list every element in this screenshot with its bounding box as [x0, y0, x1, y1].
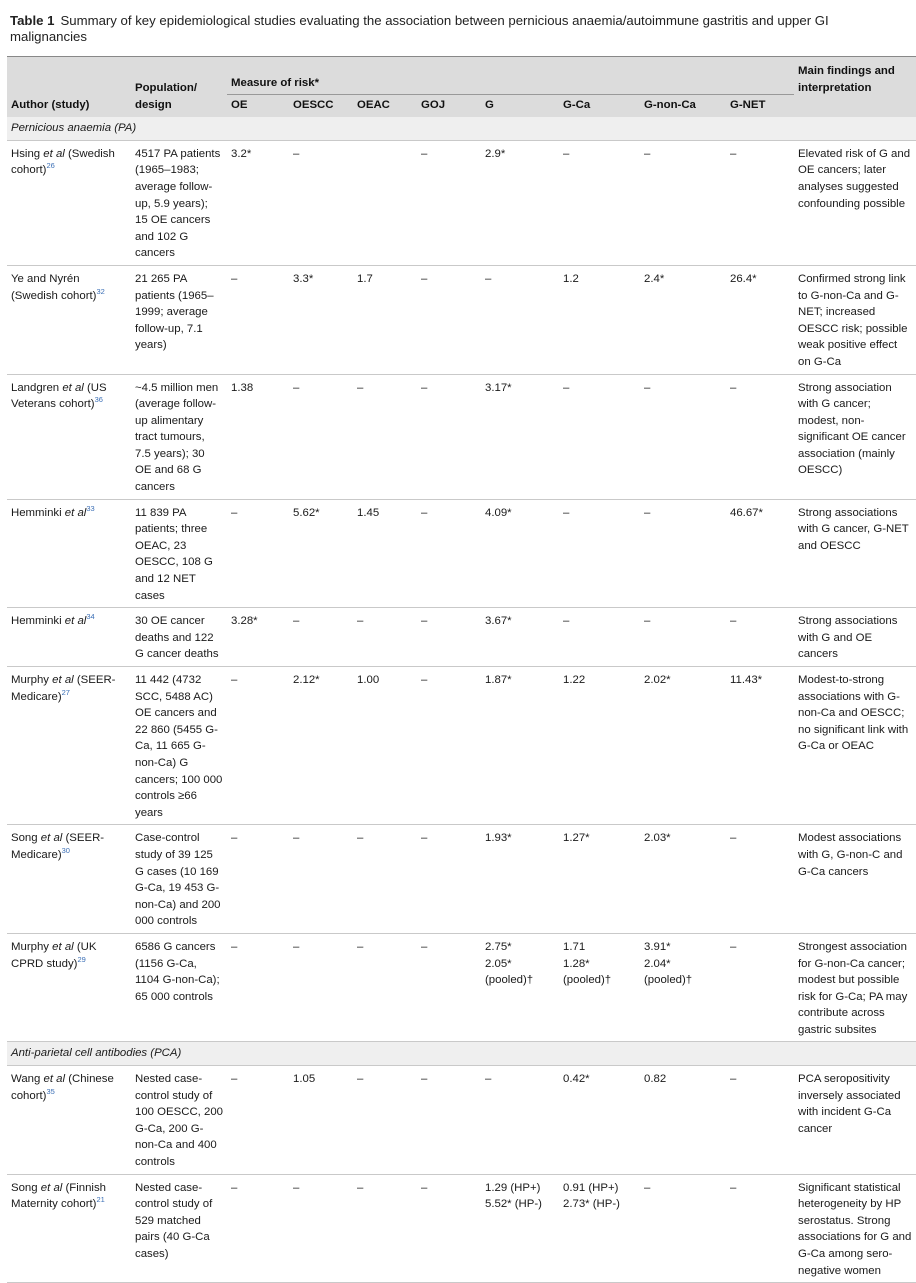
cell-g: 2.9* — [481, 140, 559, 265]
author-study: (Chinese cohort) — [11, 1073, 114, 1102]
author-et-al: et al — [40, 1181, 63, 1194]
author-et-al: et al — [43, 147, 65, 160]
cell-g-net: 26.4* — [726, 265, 794, 374]
header-author: Author (study) — [7, 57, 131, 118]
author-et-al: et al — [62, 381, 84, 394]
cell-oe: 1.38 — [227, 374, 289, 499]
reference-link[interactable]: 26 — [46, 161, 55, 171]
cell-oe: – — [227, 825, 289, 934]
studies-table — [7, 56, 916, 1283]
author-et-al: et al — [52, 674, 74, 686]
cell-main-findings: Strongest association for G-non-Ca cancer; modest but possible risk for G-Ca; PA may contribute across gastric subsites — [794, 933, 916, 1042]
cell-oeac: – — [353, 825, 417, 934]
cell-g-non-ca: – — [640, 499, 726, 608]
author-name: Hemminki — [11, 506, 65, 519]
reference-link[interactable]: 33 — [86, 503, 95, 513]
cell-goj: – — [417, 499, 481, 608]
author-name: Landgren — [11, 381, 63, 394]
cell-g-ca: 1.2 — [559, 265, 640, 374]
cell-g: – — [481, 265, 559, 374]
cell-oe: – — [227, 265, 289, 374]
table-row — [7, 825, 916, 934]
reference-link[interactable]: 36 — [94, 395, 103, 405]
cell-oescc: – — [289, 1174, 353, 1283]
author-study: (UK CPRD study) — [11, 940, 97, 970]
author-name: Song — [11, 1181, 41, 1194]
cell-author — [7, 608, 131, 667]
author-name: Ye and Nyrén (Swedish cohort) — [11, 272, 97, 302]
section-title: Anti-parietal cell antibodies (PCA) — [7, 1042, 916, 1066]
cell-population: 21 265 PA patients (1965–1999; average follow-up, 7.1 years) — [131, 265, 227, 374]
cell-author — [7, 933, 131, 1042]
header-main-findings: Main findings and interpretation — [794, 57, 916, 118]
header-col-g-net: G-NET — [726, 94, 794, 117]
header-col-goj: GOJ — [417, 94, 481, 117]
cell-population: 11 442 (4732 SCC, 5488 AC) OE cancers and 22 860 (5455 G-Ca, 11 665 G-non-Ca) G cancers; 100 000 controls ≥66 years — [131, 667, 227, 825]
cell-goj: – — [417, 1066, 481, 1175]
cell-main-findings: Significant statistical heterogeneity by HP serostatus. Strong associations for G and G-Ca among sero-negative women — [794, 1174, 916, 1283]
table-row — [7, 608, 916, 667]
cell-goj: – — [417, 140, 481, 265]
author-et-al: et al — [43, 1073, 66, 1086]
cell-oeac: – — [353, 1174, 417, 1283]
cell-goj: – — [417, 667, 481, 825]
cell-oescc: – — [289, 374, 353, 499]
cell-main-findings: Modest-to-strong associations with G-non-Ca and OESCC; no significant link with G-Ca or OEAC — [794, 667, 916, 825]
cell-population: Nested case-control study of 100 OESCC, 200 G-Ca, 200 G-non-Ca and 400 controls — [131, 1066, 227, 1175]
cell-author — [7, 825, 131, 934]
cell-g-net: – — [726, 374, 794, 499]
cell-g: 1.29 (HP+) 5.52* (HP-) — [481, 1174, 559, 1283]
table-header — [7, 57, 916, 118]
table-row — [7, 499, 916, 608]
cell-g-ca: – — [559, 608, 640, 667]
cell-goj: – — [417, 265, 481, 374]
cell-g: – — [481, 1066, 559, 1175]
cell-population: 11 839 PA patients; three OEAC, 23 OESCC, 108 G and 12 NET cases — [131, 499, 227, 608]
author-et-al: et al — [64, 615, 87, 628]
table-row — [7, 1066, 916, 1175]
author-name: Murphy — [11, 940, 53, 953]
cell-g-ca: 0.91 (HP+) 2.73* (HP-) — [559, 1174, 640, 1283]
cell-author — [7, 140, 131, 265]
table-row — [7, 933, 916, 1042]
cell-oeac: – — [353, 374, 417, 499]
header-col-oeac: OEAC — [353, 94, 417, 117]
cell-oescc: 1.05 — [289, 1066, 353, 1175]
reference-link[interactable]: 34 — [86, 612, 95, 622]
cell-goj: – — [417, 1174, 481, 1283]
header-col-g-non-ca: G-non-Ca — [640, 94, 726, 117]
cell-main-findings: Strong associations with G and OE cancers — [794, 608, 916, 667]
cell-oeac — [353, 140, 417, 265]
author-et-al: et al — [52, 940, 74, 953]
cell-g-non-ca: – — [640, 140, 726, 265]
cell-oeac: 1.45 — [353, 499, 417, 608]
cell-g-ca: 1.71 1.28* (pooled)† — [559, 933, 640, 1042]
table-caption — [0, 0, 916, 49]
cell-g-non-ca: 0.82 — [640, 1066, 726, 1175]
reference-link[interactable]: 32 — [96, 286, 105, 296]
author-study: (Swedish cohort) — [11, 147, 115, 177]
reference-link[interactable]: 30 — [61, 846, 70, 856]
author-study: (SEER-Medicare) — [11, 832, 105, 861]
cell-oe: – — [227, 499, 289, 608]
cell-oeac: – — [353, 608, 417, 667]
cell-main-findings: Elevated risk of G and OE cancers; later analyses suggested confounding possible — [794, 140, 916, 265]
cell-author — [7, 667, 131, 825]
section-header-row — [7, 117, 916, 140]
cell-oe: – — [227, 667, 289, 825]
author-et-al: et al — [64, 506, 87, 519]
cell-goj: – — [417, 933, 481, 1042]
cell-g-net: 46.67* — [726, 499, 794, 608]
cell-population: Case-control study of 39 125 G cases (10 169 G-Ca, 19 453 G-non-Ca) and 200 000 controls — [131, 825, 227, 934]
cell-oescc: 5.62* — [289, 499, 353, 608]
cell-g-net: – — [726, 1066, 794, 1175]
section-header-row — [7, 1042, 916, 1066]
cell-population: 6586 G cancers (1156 G-Ca, 1104 G-non-Ca); 65 000 controls — [131, 933, 227, 1042]
cell-author — [7, 374, 131, 499]
reference-link[interactable]: 35 — [46, 1086, 55, 1096]
author-name: Hemminki — [11, 615, 65, 628]
cell-g-net: – — [726, 1174, 794, 1283]
cell-g-non-ca: – — [640, 1174, 726, 1283]
cell-oeac: 1.7 — [353, 265, 417, 374]
author-study: (Finnish Maternity cohort) — [11, 1181, 106, 1211]
cell-g-net: – — [726, 608, 794, 667]
cell-g-ca: 0.42* — [559, 1066, 640, 1175]
cell-oe: 3.2* — [227, 140, 289, 265]
cell-g-net: – — [726, 140, 794, 265]
header-col-g-ca: G-Ca — [559, 94, 640, 117]
cell-main-findings: Confirmed strong link to G-non-Ca and G-NET; increased OESCC risk; possible weak positive effect on G-Ca — [794, 265, 916, 374]
cell-goj: – — [417, 374, 481, 499]
cell-g-net: – — [726, 825, 794, 934]
cell-oescc: – — [289, 825, 353, 934]
cell-g: 1.87* — [481, 667, 559, 825]
cell-g-ca: – — [559, 140, 640, 265]
table-title: Summary of key epidemiological studies evaluating the association between pernicious anaemia/autoimmune gastritis and upper GI malignancies — [10, 13, 829, 44]
cell-oescc: – — [289, 933, 353, 1042]
author-et-al: et al — [40, 832, 63, 845]
table-body — [7, 117, 916, 1283]
reference-link[interactable]: 29 — [77, 954, 86, 964]
table-row — [7, 667, 916, 825]
cell-oescc: 2.12* — [289, 667, 353, 825]
table-row — [7, 1174, 916, 1283]
cell-population: ~4.5 million men (average follow-up alimentary tract tumours, 7.5 years); 30 OE and 68 G cancers — [131, 374, 227, 499]
cell-population: Nested case-control study of 529 matched pairs (40 G-Ca cases) — [131, 1174, 227, 1283]
table-label: Table 1 — [10, 13, 55, 28]
cell-g: 1.93* — [481, 825, 559, 934]
cell-oe: – — [227, 1174, 289, 1283]
cell-main-findings: Strong associations with G cancer, G-NET and OESCC — [794, 499, 916, 608]
cell-population: 4517 PA patients (1965–1983; average follow-up, 5.9 years); 15 OE cancers and 102 G cancers — [131, 140, 227, 265]
cell-oeac: 1.00 — [353, 667, 417, 825]
author-name: Song — [11, 832, 41, 845]
header-col-oe: OE — [227, 94, 289, 117]
cell-main-findings: Modest associations with G, G-non-C and G-Ca cancers — [794, 825, 916, 934]
section-title: Pernicious anaemia (PA) — [7, 117, 916, 140]
cell-main-findings: PCA seropositivity inversely associated with incident G-Ca cancer — [794, 1066, 916, 1175]
header-col-g: G — [481, 94, 559, 117]
cell-oeac: – — [353, 933, 417, 1042]
cell-oescc: – — [289, 608, 353, 667]
cell-g: 4.09* — [481, 499, 559, 608]
cell-oe: – — [227, 1066, 289, 1175]
cell-author — [7, 499, 131, 608]
author-name: Hsing — [11, 147, 44, 160]
author-study: (SEER-Medicare) — [11, 674, 116, 703]
cell-g-non-ca: 2.02* — [640, 667, 726, 825]
header-col-oescc: OESCC — [289, 94, 353, 117]
cell-g: 3.17* — [481, 374, 559, 499]
cell-g-ca: 1.22 — [559, 667, 640, 825]
cell-g-ca: – — [559, 499, 640, 608]
cell-main-findings: Strong association with G cancer; modest, non-significant OE cancer association (mainly OESCC) — [794, 374, 916, 499]
cell-author — [7, 265, 131, 374]
cell-g-ca: 1.27* — [559, 825, 640, 934]
cell-g-net: – — [726, 933, 794, 1042]
table-row — [7, 374, 916, 499]
cell-g-non-ca: 3.91* 2.04* (pooled)† — [640, 933, 726, 1042]
cell-g-ca: – — [559, 374, 640, 499]
cell-g: 3.67* — [481, 608, 559, 667]
cell-g: 2.75* 2.05* (pooled)† — [481, 933, 559, 1042]
author-name: Murphy — [11, 674, 53, 686]
table-row — [7, 265, 916, 374]
cell-author — [7, 1174, 131, 1283]
cell-author — [7, 1066, 131, 1175]
cell-g-non-ca: – — [640, 608, 726, 667]
cell-oescc: – — [289, 140, 353, 265]
header-measure: Measure of risk* — [227, 57, 794, 95]
cell-g-net: 11.43* — [726, 667, 794, 825]
reference-link[interactable]: 27 — [61, 687, 70, 697]
cell-goj: – — [417, 608, 481, 667]
cell-oeac: – — [353, 1066, 417, 1175]
cell-oe: – — [227, 933, 289, 1042]
table-row — [7, 140, 916, 265]
header-population: Population/ design — [131, 57, 227, 118]
author-study: (US Veterans cohort) — [11, 381, 107, 411]
author-name: Wang — [11, 1073, 44, 1086]
cell-oe: 3.28* — [227, 608, 289, 667]
cell-g-non-ca: 2.4* — [640, 265, 726, 374]
reference-link[interactable]: 21 — [96, 1195, 105, 1205]
cell-g-non-ca: – — [640, 374, 726, 499]
cell-goj: – — [417, 825, 481, 934]
cell-g-non-ca: 2.03* — [640, 825, 726, 934]
cell-population: 30 OE cancer deaths and 122 G cancer deaths — [131, 608, 227, 667]
cell-oescc: 3.3* — [289, 265, 353, 374]
